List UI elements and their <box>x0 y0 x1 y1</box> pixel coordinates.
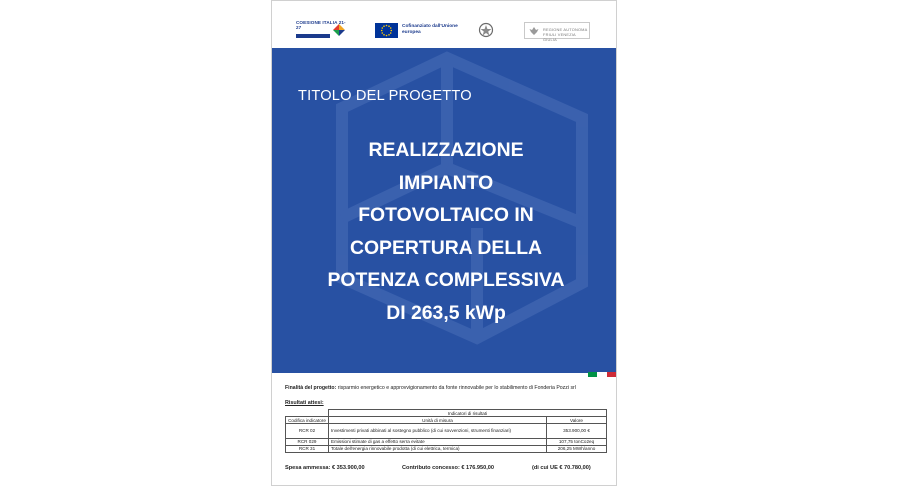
fvg-logo-text: REGIONE AUTONOMA FRIULI VENEZIA GIULIA <box>543 27 588 42</box>
table-cell: Totale dell'energia rinnovabile prodotta (di cui elettrica, termica) <box>329 445 547 452</box>
italian-republic-emblem <box>477 19 495 41</box>
project-label: TITOLO DEL PROGETTO <box>298 88 472 104</box>
table-row <box>286 438 607 445</box>
table-cell: Emissioni stimate di gas a effetto serra evitate <box>329 438 547 445</box>
fvg-eagle-icon <box>529 26 539 36</box>
table-header-blank <box>286 410 329 417</box>
coesione-italia-logo <box>296 19 348 41</box>
project-poster <box>271 0 617 486</box>
table-cell: 107,75 tonCo2eq <box>547 438 607 445</box>
logo-strip <box>272 1 616 48</box>
table-cell: Investimenti privati abbinati al sostegno pubblico (di cui sovvenzioni, strumenti finanziari) <box>329 424 547 438</box>
column-header: Codifica indicatore <box>286 417 329 424</box>
fvg-region-logo <box>524 19 590 41</box>
purpose-label: Finalità del progetto: <box>285 385 337 391</box>
eu-contribution: (di cui UE € 70.780,00) <box>532 465 591 471</box>
table-cell: RCR 31 <box>286 445 329 452</box>
column-header: Valore <box>547 417 607 424</box>
admitted-expense: Spesa ammessa: € 353.900,00 <box>285 465 365 471</box>
eu-cofunding-logo <box>375 19 461 41</box>
fvg-logo-frame <box>524 22 590 42</box>
granted-contribution: Contributo concesso: € 176.950,00 <box>402 465 495 471</box>
indicators-table <box>285 409 607 453</box>
table-cell: RCR 02 <box>286 424 329 438</box>
table-row <box>286 424 607 438</box>
purpose-text: risparmio energetico e approvvigionamento da fonte rinnovabile per lo stabilimento di Fonderia Pozzi srl <box>336 385 576 391</box>
table-cell: 353.900,00 € <box>547 424 607 438</box>
eu-logo-text: Cofinanziato dall'Unione europea <box>402 24 458 35</box>
coesione-logo-text: COESIONE ITALIA 21-27 <box>296 20 346 30</box>
table-group-header: Indicatori di risultati <box>329 410 607 417</box>
project-purpose <box>285 385 607 391</box>
coesione-icon <box>331 22 346 37</box>
table-row <box>286 445 607 452</box>
project-title: REALIZZAZIONE IMPIANTO FOTOVOLTAICO IN COPERTURA DELLA POTENZA COMPLESSIVA DI 263,5 kWp <box>327 139 565 324</box>
project-title-panel <box>272 48 616 373</box>
coesione-tag-bar <box>296 34 330 38</box>
italian-flag-icon <box>588 372 616 377</box>
italian-emblem-icon <box>477 19 495 41</box>
table-cell: RCR 029 <box>286 438 329 445</box>
column-header: Unità di misura <box>329 417 547 424</box>
eu-flag-icon <box>375 23 398 38</box>
table-cell: 206,25 MWh/anno <box>547 445 607 452</box>
expected-results-label: Risultati attesi: <box>285 400 324 406</box>
